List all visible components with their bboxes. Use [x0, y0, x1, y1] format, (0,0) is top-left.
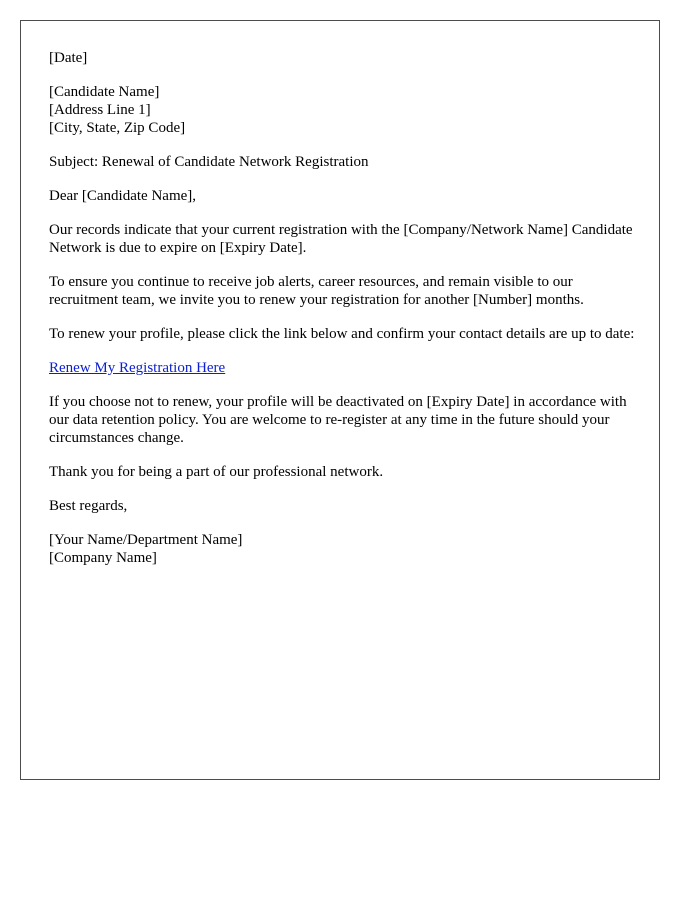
letter-body	[49, 49, 639, 583]
recipient-address-line-1: [Address Line 1]	[49, 102, 151, 118]
letter-subject: Subject: Renewal of Candidate Network Registration	[49, 154, 369, 170]
paragraph-renewal-invite: To ensure you continue to receive job alerts, career resources, and remain visible to our recruitment team, we invite you to renew your registration for another [Number] months.	[49, 274, 584, 308]
paragraph-expiry-notice: Our records indicate that your current registration with the [Company/Network Name] Candidate Network is due to expire on [Expiry Date].	[49, 222, 633, 256]
signature-name-department: [Your Name/Department Name]	[49, 532, 243, 548]
signature-company: [Company Name]	[49, 550, 157, 566]
renew-registration-link[interactable]: Renew My Registration Here	[49, 360, 226, 376]
paragraph-deactivation-notice: If you choose not to renew, your profile will be deactivated on [Expiry Date] in accordance with our data retention policy. You are welcome to re-register at any time in the future should your circumstances change.	[49, 394, 627, 446]
paragraph-thank-you: Thank you for being a part of our professional network.	[49, 464, 384, 480]
signature-block	[49, 531, 639, 567]
letter-salutation: Dear [Candidate Name],	[49, 188, 197, 204]
recipient-address	[49, 83, 639, 137]
letter-date: [Date]	[49, 50, 88, 66]
recipient-city-state-zip: [City, State, Zip Code]	[49, 120, 186, 136]
letter-signoff: Best regards,	[49, 498, 128, 514]
letter-page	[20, 20, 660, 780]
recipient-name: [Candidate Name]	[49, 84, 160, 100]
paragraph-renew-instructions: To renew your profile, please click the link below and confirm your contact details are up to date:	[49, 326, 635, 342]
renew-link-container	[49, 359, 639, 377]
